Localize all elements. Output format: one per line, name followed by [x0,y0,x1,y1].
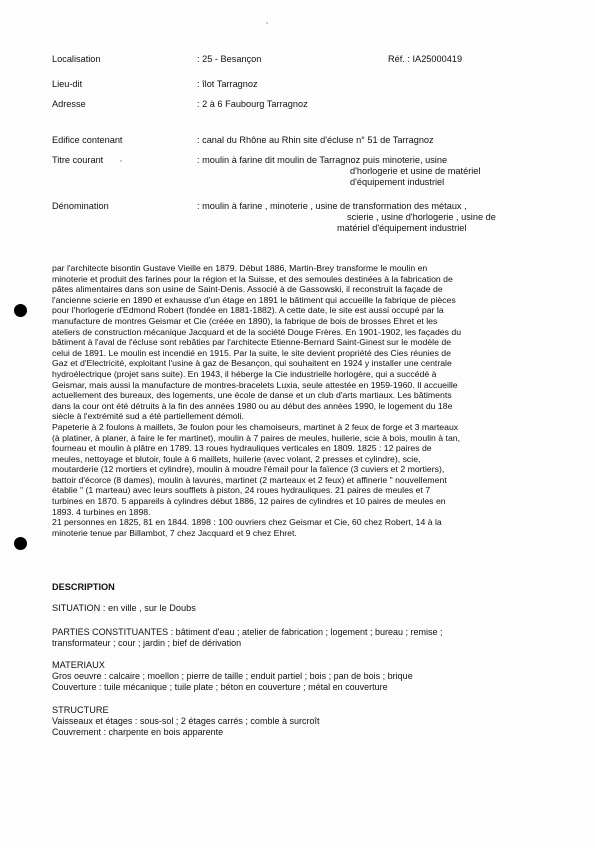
history-text [52,263,572,538]
denomination-line: : moulin à farine , minoterie , usine de transformation des métaux , [197,201,467,211]
history-line: moutarderie (12 mortiers et cylindre), moulin à moudre l'émail pour la faïence (3 cuviers et 2 mortiers), [52,464,445,475]
edifice-value: : canal du Rhône au Rhin site d'écluse n° 51 de Tarragnoz [197,135,434,145]
titre-line: d'horlogerie et usine de matériel [350,166,481,176]
edifice-label: Edifice contenant [52,135,123,145]
history-line: minoterie tenue par Billambot, 7 chez Jacquard et 9 chez Ehret. [52,527,297,538]
materiaux-line: Couverture : tuile mécanique ; tuile plate ; béton en couverture ; métal en couverture [52,682,388,692]
history-line: hydroélectrique (projet sans suite). En 1943, il héberge la Cie industrielle horlogère, qui a succédé à [52,368,437,379]
lieudit-value: : îlot Tarragnoz [197,79,258,89]
materiaux-line: Gros oeuvre : calcaire ; moellon ; pierre de taille ; enduit partiel ; bois ; pan de bois ; brique [52,671,413,681]
history-line: bâtiment à l'aval de l'écluse sont rebâties par l'architecte Etienne-Bernard Saint-Ginest sur le modèle de [52,337,452,348]
history-line: 1893. 4 turbines en 1898. [52,506,151,517]
history-line: siècle à l'extrémité sud a été partiellement démoli. [52,411,244,422]
history-line: pâtes alimentaires dans son usine de Saint-Denis. Associé à de Gassowski, il reconstruit la façade de [52,284,443,295]
history-line: minoterie et produit des farines pour la région et la Suisse, et des semoules destinées à la fabrication de [52,273,453,284]
history-line: ateliers de construction mécanique Jacquard et de la société Douge Frères. En 1901-1902, les façades du [52,326,462,337]
materiaux-heading: MATERIAUX [52,660,105,670]
scan-speck [120,160,122,162]
localisation-label: Localisation [52,54,101,64]
history-line: Gaz et d'Electricité, exploitant l'usine à gaz de Besançon, qui souhaitent en 1924 y installer une centrale [52,358,452,369]
punch-hole-bottom [14,537,27,550]
localisation-value: : 25 - Besançon [197,54,262,64]
history-line: battoir d'écorce (8 dames), moulin à lavures, martinet (2 marteaux et 2 feux) et affinerie " nouvellement [52,474,447,485]
history-line: actuellement des bureaux, des logements, une école de danse et un club d'arts martiaux. Les bâtiments [52,390,452,401]
punch-hole-top [14,304,27,317]
situation-text: SITUATION : en ville , sur le Doubs [52,603,196,613]
lieudit-label: Lieu-dit [52,79,83,89]
history-line: (à platiner, à planer, à faire le fer martinet), moulin à 7 paires de meules, huilerie, scie à bois, moulin à tan, [52,432,461,443]
denomination-line: matériel d'équipement industriel [337,223,467,233]
structure-line: Vaisseaux et étages : sous-sol ; 2 étages carrés ; comble à surcroît [52,716,320,726]
structure-block [52,716,572,738]
titre-line: d'équipement industriel [350,177,445,187]
structure-heading: STRUCTURE [52,705,109,715]
description-heading: DESCRIPTION [52,582,115,592]
titre-label: Titre courant [52,155,104,165]
history-line: pour l'horlogerie d'Edmond Robert (fondée en 1881-1882). A cette date, le site est aussi occupé par la [52,305,444,316]
history-line: turbines en 1870. 5 appareils à cylindres début 1886, 12 paires de cylindres et 10 paires de meules en [52,496,446,507]
history-line: établie " (1 marteau) avec leurs soufflets à piston, 24 roues hydrauliques. 21 paires de meules et 7 [52,485,431,496]
adresse-label: Adresse [52,99,86,109]
history-line: Papeterie à 2 foulons à maillets, 3e foulon pour les chamoiseurs, martinet à 2 feux de forge et 3 marteaux [52,421,459,432]
history-line: meules, nettoyage et blutoir, foule à 6 maillets, huilerie (avec volant, 2 presses et cylindre), scie, [52,453,421,464]
adresse-value: : 2 à 6 Faubourg Tarragnoz [197,99,308,109]
denomination-label: Dénomination [52,201,109,211]
denomination-line: scierie , usine d'horlogerie , usine de [347,212,496,222]
history-line: dans la cour ont été détruits à la fin des années 1980 ou au début des années 1990, le logement du 18e [52,400,453,411]
history-line: Geismar, mais aussi la manufacture de montres-bracelets Luxia, seule attestée en 1959-1960. Il accueille [52,379,458,390]
history-line: l'ancienne scierie en 1890 et exhausse d'un étage en 1891 le bâtiment qui accueille la fabrique de pièces [52,294,456,305]
history-line: 21 personnes en 1825, 81 en 1844. 1898 : 100 ouvriers chez Geismar et Cie, 60 chez Robert, 14 à la [52,517,442,528]
history-line: celui de 1891. Le moulin est incendié en 1915. Par la suite, le site devient propriété des Cies réunies de [52,347,451,358]
materiaux-block [52,671,572,693]
reference-number: Réf. : IA25000419 [388,54,463,64]
history-line: fourneau et moulin à plâtre en 1789. 13 roues hydrauliques verticales en 1809. 1825 : 12 paires de [52,443,432,454]
parties-constituantes [52,627,572,649]
structure-line: Couvrement : charpente en bois apparente [52,727,224,737]
titre-line: : moulin à farine dit moulin de Tarragnoz puis minoterie, usine [197,155,448,165]
parties-line: PARTIES CONSTITUANTES : bâtiment d'eau ; atelier de fabrication ; logement ; bureau ; remise ; [52,627,443,637]
history-line: par l'architecte bisontin Gustave Vieille en 1879. Début 1886, Martin-Brey transforme le moulin en [52,263,428,273]
parties-line: transformateur ; cour ; jardin ; bief de dérivation [52,638,242,648]
scan-speck [266,22,268,24]
history-line: manufacture de montres Geismar et Cie (créée en 1890), la fabrique de bois de brosses Ehret et les [52,315,438,326]
